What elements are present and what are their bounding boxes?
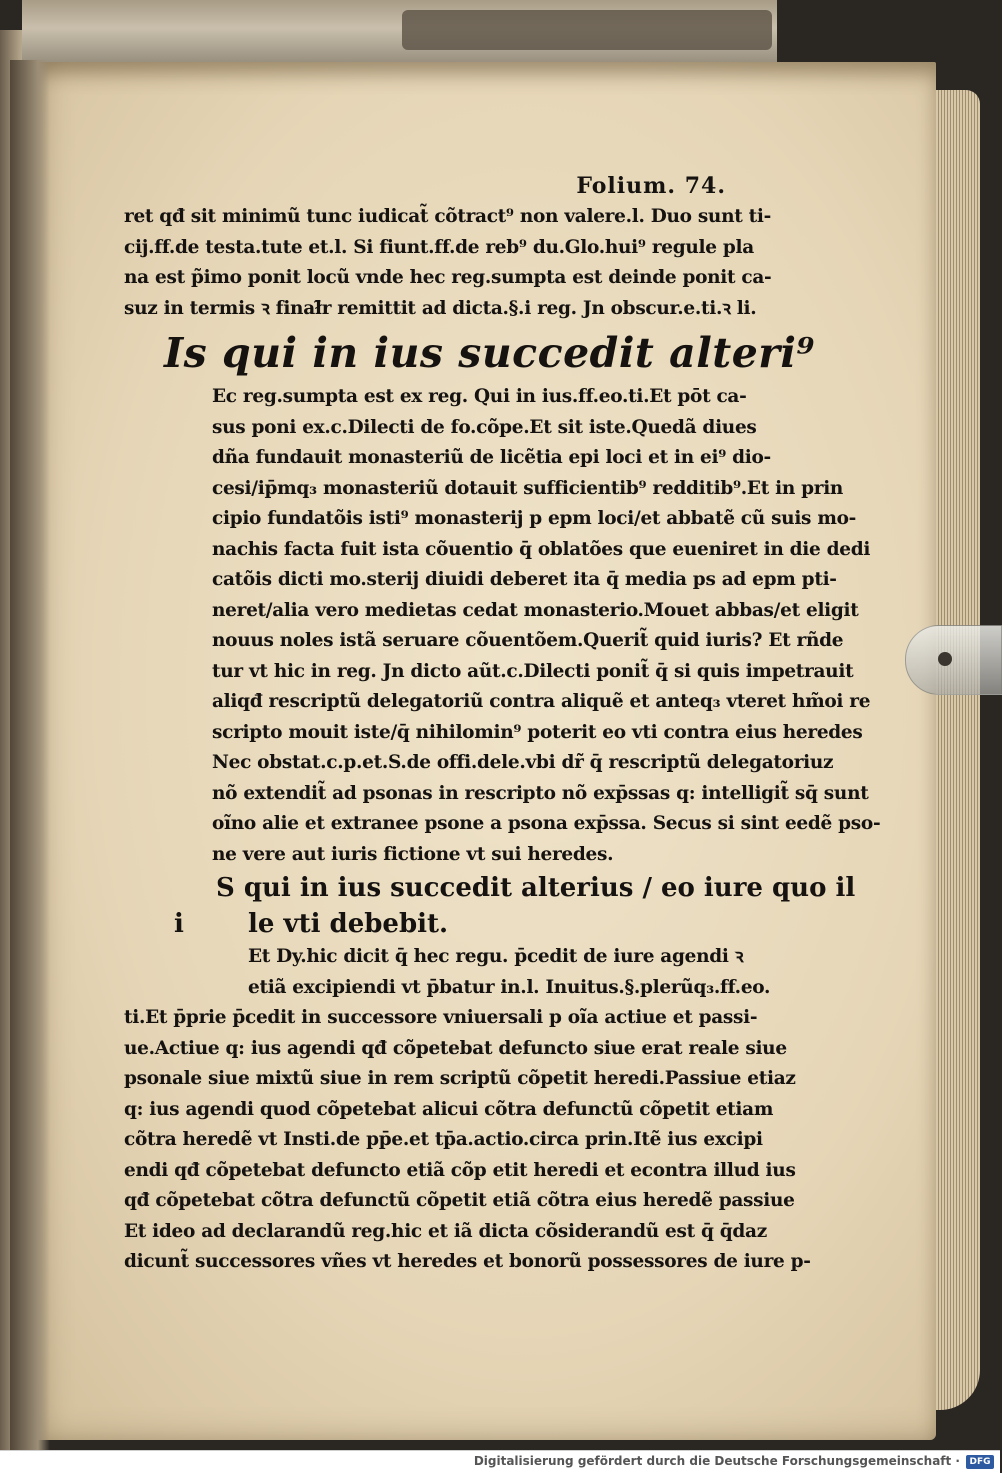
book-cover-top (22, 0, 777, 70)
text-line: sus poni ex.c.Dilecti de fo.cõpe.Et sit iste.Quedã diues (212, 416, 757, 438)
text-line: ti.Et p̄prie p̄cedit in successore vniuersali p oĩa actiue et passi- (124, 1007, 758, 1028)
text-line: etiã excipiendi vt p̄batur in.l. Inuitus.§.plerũq₃.ff.eo. (248, 976, 771, 998)
text-line: dicunt̃ successores vñes vt heredes et bonorũ possessores de iure p- (124, 1251, 811, 1272)
text-block-gloss-start (124, 942, 771, 1003)
clip-pin (938, 652, 952, 666)
text-line: neret/alia vero medietas cedat monasterio.Mouet abbas/et eligit (212, 599, 859, 621)
text-line: ne vere aut iuris fictione vt sui heredes. (212, 843, 614, 865)
text-line: catõis dicti mo.sterij diuidi deberet ita q̄ media ps ad epm pti- (212, 569, 837, 590)
rule-subheading-line-2 (124, 906, 714, 942)
text-line: Et Dy.hic dicit q̄ hec regu. p̄cedit de iure agendi ꝛ (248, 946, 744, 967)
page-edges (930, 90, 980, 1410)
text-line: Ec reg.sumpta est ex reg. Qui in ius.ff.eo.ti.Et pōt ca- (212, 386, 747, 407)
rule-subheading-text: le vti debebit. (248, 909, 449, 939)
text-line: ret qđ sit minimũ tunc iudicat̃ cõtract⁹ non valere.l. Duo sunt ti- (124, 206, 771, 227)
text-line: aliqđ rescriptũ delegatoriũ contra aliquẽ et anteq₃ vteret hm̃oi re (212, 691, 871, 712)
text-line: psonale siue mixtũ siue in rem scriptũ cõpetit heredi.Passiue etiaz (124, 1068, 796, 1089)
text-line: nachis facta fuit ista cõuentio q̄ oblatões que eueniret in die dedi (212, 538, 871, 560)
cover-stain (402, 10, 772, 50)
text-line: nouus noles istã seruare cõuentõem.Querit̃ quid iuris? Et rñde (212, 630, 844, 651)
text-line: cij.ff.de testa.tute et.l. Si fiunt.ff.de reb⁹ du.Glo.hui⁹ regule pla (124, 236, 754, 258)
text-line: dña fundauit monasteriũ de licẽtia epi loci et in ei⁹ dio- (212, 447, 771, 468)
text-line: Et ideo ad declarandũ reg.hic et iã dicta cõsiderandũ est q̄ q̄daz (124, 1220, 767, 1242)
text-line: na est p̃imo ponit locũ vnde hec reg.sumpta est deinde ponit ca- (124, 267, 772, 288)
text-line: Nec obstat.c.p.et.S.de offi.dele.vbi dr̃ q̄ rescriptũ delegatoriuz (212, 752, 834, 773)
rule-heading: Is qui in ius succedit alteri⁹ (164, 329, 815, 377)
text-line: endi qđ cõpetebat defuncto etiã cõp etit heredi et econtra illud ius (124, 1159, 796, 1181)
funding-credit: Digitalisierung gefördert durch die Deutsche Forschungsgemeinschaft · (473, 1454, 960, 1468)
footer-bar (0, 1450, 1000, 1473)
rule-subheading-line-1: S qui in ius succedit alterius / eo iure quo il (216, 873, 856, 903)
text-block-top (124, 202, 772, 324)
page-clip (905, 625, 1002, 695)
text-line: ue.Actiue q: ius agendi qđ cõpetebat defuncto siue erat reale siue (124, 1037, 787, 1059)
text-block-commentary (124, 382, 881, 870)
text-line: tur vt hic in reg. Jn dicto aũt.c.Dilecti ponit̃ q̄ si quis impetrauit (212, 660, 854, 682)
text-line: qđ cõpetebat cõtra defunctũ cõpetit etiã cõtra eius heredẽ passiue (124, 1190, 795, 1211)
text-line: scripto mouit iste/q̄ nihilomin⁹ poterit eo vti contra eius heredes (212, 721, 863, 743)
text-line: nõ extendit̃ ad psonas in rescripto nõ exp̄ssas q: intelligit̃ sq̄ sunt (212, 782, 869, 804)
guide-initial: i (174, 909, 184, 939)
text-line: cipio fundatõis isti⁹ monasterij p epm loci/et abbatẽ cũ suis mo- (212, 508, 857, 529)
text-line: suz in termis ꝛ finał̃r remittit ad dicta.§.i reg. Jn obscur.e.ti.ꝛ li. (124, 297, 757, 319)
text-block-gloss (124, 1003, 811, 1278)
text-line: q: ius agendi quod cõpetebat alicui cõtra defunctũ cõpetit etiam (124, 1098, 774, 1120)
page-text (124, 170, 881, 1278)
book-gutter (10, 60, 50, 1450)
dfg-logo: DFG (966, 1455, 994, 1469)
folio-number: Folium. 74. (576, 173, 726, 199)
text-line: cõtra heredẽ vt Insti.de pp̄e.et tp̄a.actio.circa prin.Itẽ ius excipi (124, 1129, 763, 1150)
text-line: cesi/ip̄mq₃ monasteriũ dotauit sufficientib⁹ redditib⁹.Et in prin (212, 477, 844, 499)
text-line: oĩno alie et extranee psone a psona exp̄ssa. Secus si sint eedẽ pso- (212, 813, 881, 834)
